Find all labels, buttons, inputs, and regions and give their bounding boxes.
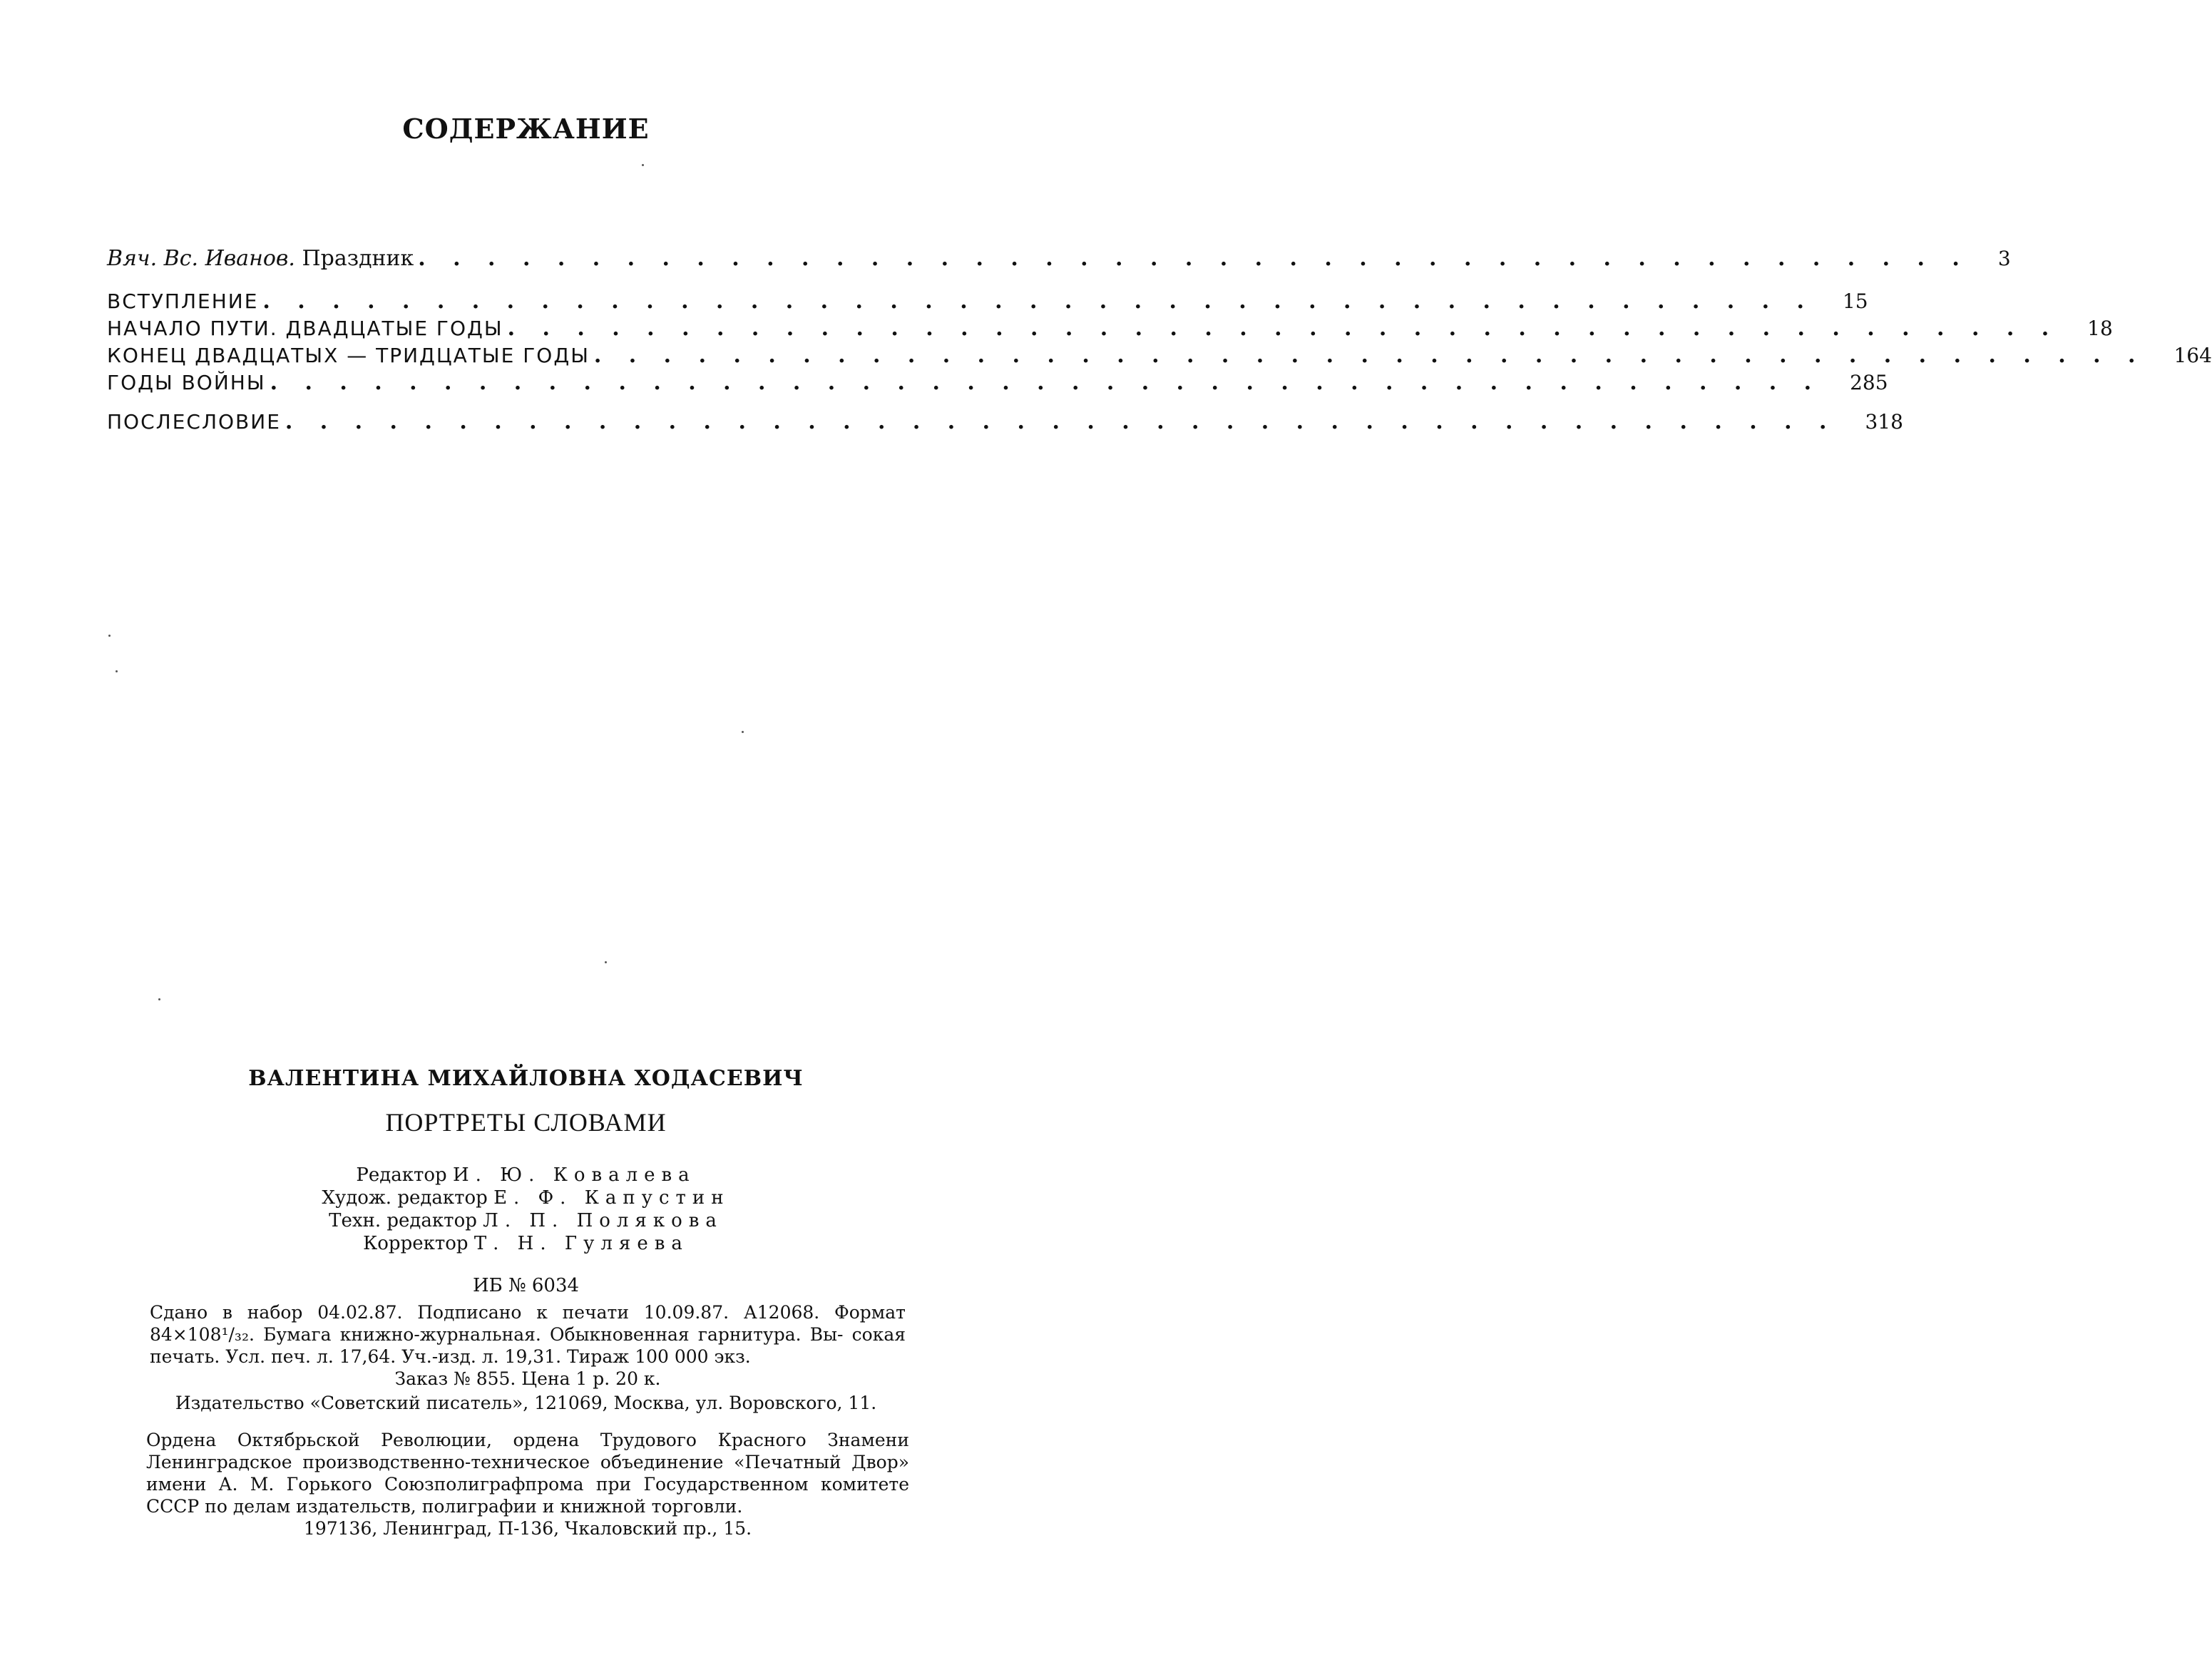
print-speck bbox=[158, 998, 160, 1000]
printer-details bbox=[146, 1429, 909, 1539]
dot-leader: . . . . . . . . . . . . . . . . . . . . . . . . . . . . . . . . . . . . . . . . . . . . . bbox=[262, 289, 1814, 314]
toc-entry-author: Вяч. Вс. Иванов. bbox=[107, 246, 295, 271]
tech-line: Заказ № 855. Цена 1 р. 20 к. bbox=[394, 1368, 661, 1389]
credit-name: И. Ю. Ковалева bbox=[452, 1164, 696, 1186]
credit-line bbox=[0, 1187, 1052, 1209]
dot-leader: . . . . . . . . . . . . . . . . . . . . . . . . . . . . . . . . . . . . . . . . . . . . . bbox=[418, 246, 1970, 271]
toc-entry-title: КОНЕЦ ДВАДЦАТЫХ — ТРИДЦАТЫЕ ГОДЫ bbox=[107, 344, 594, 367]
printer-line: Ордена Октябрьской Революции, ордена Трудового Красного Знамени bbox=[146, 1430, 909, 1450]
toc-entry-page: 3 bbox=[1997, 247, 2011, 270]
toc-entry-page: 318 bbox=[1865, 410, 1903, 434]
print-speck bbox=[742, 731, 744, 733]
credit-role: Худож. редактор bbox=[322, 1187, 488, 1209]
tech-line: Сдано в набор 04.02.87. Подписано к печати 10.09.87. А12068. Формат bbox=[150, 1302, 906, 1323]
printer-line: Ленинградское производственно-техническое объединение «Печатный bbox=[146, 1452, 841, 1472]
printer-line: 197136, Ленинград, П-136, Чкаловский пр., 15. bbox=[303, 1518, 752, 1539]
publisher-line: Издательство «Советский писатель», 121069, Москва, ул. Воровского, 11. bbox=[175, 1393, 877, 1413]
credits-block bbox=[0, 1164, 1052, 1255]
dot-leader: . . . . . . . . . . . . . . . . . . . . . . . . . . . . . . . . . . . . . . . . . . . . . bbox=[507, 316, 2059, 341]
print-speck bbox=[116, 670, 118, 672]
print-speck bbox=[108, 635, 111, 637]
credit-role: Корректор bbox=[363, 1233, 468, 1254]
toc-entry[interactable] bbox=[107, 370, 1888, 399]
toc-entry-label bbox=[107, 246, 418, 271]
print-speck bbox=[642, 164, 644, 166]
credit-line bbox=[0, 1209, 1052, 1232]
dot-leader: . . . . . . . . . . . . . . . . . . . . . . . . . . . . . . . . . . . . . . . . . . . . . bbox=[270, 370, 1822, 395]
toc-entry-title: Праздник bbox=[302, 246, 414, 271]
toc-entry[interactable] bbox=[107, 343, 2212, 372]
toc-entry[interactable] bbox=[107, 289, 1868, 317]
ib-number: ИБ № 6034 bbox=[472, 1275, 580, 1296]
printer-line: комитете СССР по делам издательств, полиграфии и книжной торговли. bbox=[146, 1474, 910, 1517]
toc-entry[interactable] bbox=[107, 316, 2113, 344]
toc-entry-page: 15 bbox=[1842, 290, 1868, 313]
credit-name: Е. Ф. Капустин bbox=[493, 1187, 730, 1209]
tech-line: сокая печать. Усл. печ. л. 17,64. Уч.-изд. л. 19,31. Тираж 100 000 экз. bbox=[150, 1324, 906, 1367]
toc-entry-title: ПОСЛЕСЛОВИЕ bbox=[107, 410, 285, 434]
credit-name: Т. Н. Гуляева bbox=[473, 1233, 689, 1254]
credit-line bbox=[0, 1232, 1052, 1255]
toc-entry-title: НАЧАЛО ПУТИ. ДВАДЦАТЫЕ ГОДЫ bbox=[107, 317, 508, 340]
toc-entry-page: 18 bbox=[2087, 317, 2113, 340]
book-author: ВАЛЕНТИНА МИХАЙЛОВНА ХОДАСЕВИЧ bbox=[248, 1066, 804, 1091]
toc-entry-page: 164 bbox=[2173, 344, 2212, 367]
toc-entry[interactable] bbox=[107, 409, 1903, 438]
toc-entry-title: ГОДЫ ВОЙНЫ bbox=[107, 371, 270, 394]
toc-entry-page: 285 bbox=[1850, 371, 1888, 394]
dot-leader: . . . . . . . . . . . . . . . . . . . . . . . . . . . . . . . . . . . . . . . . . . . . . bbox=[593, 343, 2146, 368]
dot-leader: . . . . . . . . . . . . . . . . . . . . . . . . . . . . . . . . . . . . . . . . . . . . . bbox=[285, 409, 1837, 434]
credit-line bbox=[0, 1164, 1052, 1187]
toc-entry-title: ВСТУПЛЕНИЕ bbox=[107, 290, 262, 313]
print-speck bbox=[605, 961, 607, 963]
credit-name: Л. П. Полякова bbox=[483, 1210, 723, 1231]
printer-line: Двор» имени А. М. Горького Союзполиграфпрома при Государственном bbox=[146, 1452, 910, 1495]
credit-role: Редактор bbox=[356, 1164, 447, 1186]
toc-heading: СОДЕРЖАНИЕ bbox=[402, 113, 650, 145]
technical-details bbox=[150, 1301, 906, 1390]
credit-role: Техн. редактор bbox=[329, 1210, 477, 1231]
toc-entry[interactable] bbox=[107, 246, 2011, 275]
book-title: ПОРТРЕТЫ СЛОВАМИ bbox=[385, 1108, 667, 1137]
tech-line: 84×108¹/₃₂. Бумага книжно-журнальная. Обыкновенная гарнитура. Вы- bbox=[150, 1324, 844, 1345]
